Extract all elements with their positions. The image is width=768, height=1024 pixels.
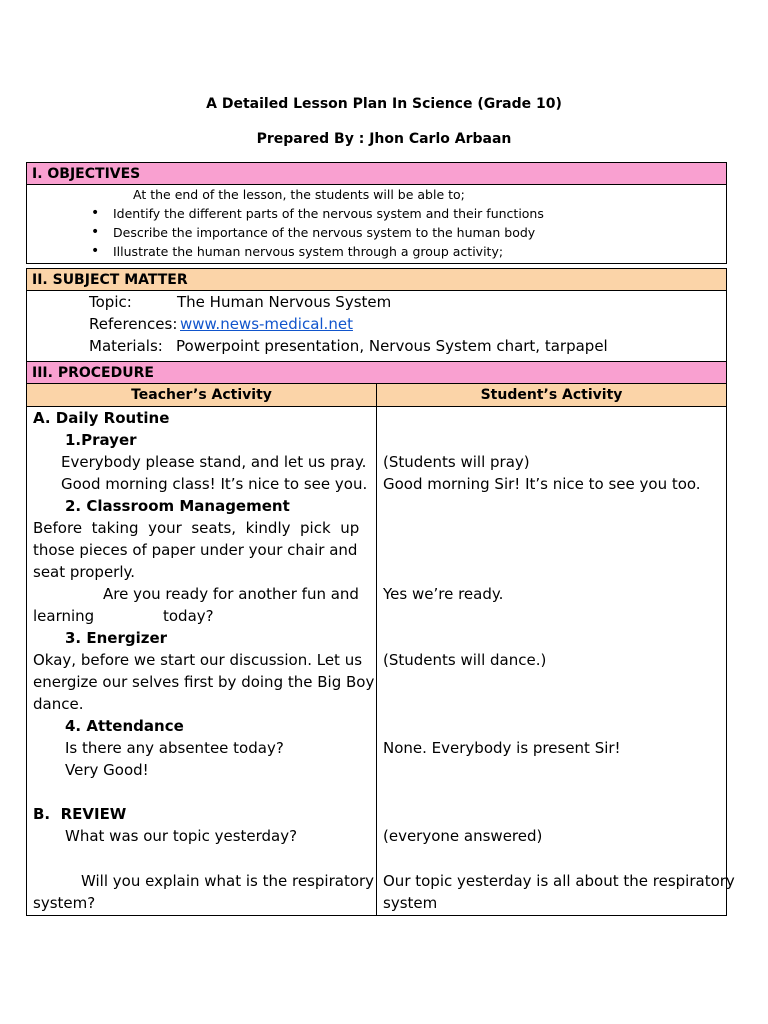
student-explain-line-2: system (383, 894, 438, 912)
energizer-heading: 3. Energizer (65, 629, 168, 647)
teacher-activity-header: Teacher’s Activity (27, 384, 377, 406)
classroom-management-heading: 2. Classroom Management (65, 497, 290, 515)
objectives-intro: At the end of the lesson, the students will be able to; (133, 187, 465, 202)
references-row (27, 313, 726, 335)
list-item: • Illustrate the human nervous system through a group activity; (113, 242, 726, 261)
teacher-energizer-line-1: Okay, before we start our discussion. Let us (33, 651, 363, 669)
student-energizer: (Students will dance.) (383, 651, 547, 669)
student-ready: Yes we’re ready. (383, 585, 504, 603)
teacher-greeting: Good morning class! It’s nice to see you. (61, 475, 368, 493)
teacher-energizer-line-2: energize our selves first by doing the Big Boy (33, 673, 375, 691)
student-greeting: Good morning Sir! It’s nice to see you too. (383, 475, 701, 493)
objectives-heading: I. OBJECTIVES (27, 163, 726, 185)
procedure-heading: III. PROCEDURE (27, 362, 726, 384)
attendance-heading: 4. Attendance (65, 717, 184, 735)
daily-routine-heading: A. Daily Routine (33, 409, 170, 427)
teacher-very-good: Very Good! (65, 761, 149, 779)
teacher-seats-line-2: those pieces of paper under your chair and (33, 541, 358, 559)
student-explain-line-1: Our topic yesterday is all about the respiratory (383, 872, 735, 890)
subject-matter-section (26, 268, 727, 361)
prepared-by: Prepared By : Jhon Carlo Arbaan (256, 131, 512, 147)
teacher-prayer: Everybody please stand, and let us pray. (61, 453, 367, 471)
student-activity-header: Student’s Activity (480, 387, 623, 403)
references-link[interactable]: www.news-medical.net (180, 315, 353, 333)
teacher-ready-line-1: Are you ready for another fun and (103, 585, 359, 603)
review-heading: B. REVIEW (33, 805, 127, 823)
student-topic-answer: (everyone answered) (383, 827, 543, 845)
list-item: • Identify the different parts of the nervous system and their functions (113, 204, 726, 223)
list-item: • Describe the importance of the nervous system to the human body (113, 223, 726, 242)
topic-row (27, 291, 726, 313)
teacher-explain-line-1: Will you explain what is the respiratory (81, 872, 375, 890)
subject-heading: II. SUBJECT MATTER (27, 269, 726, 291)
teacher-seats-line-3: seat properly. (33, 563, 136, 581)
objectives-list (27, 204, 726, 261)
procedure-table-body (27, 407, 735, 915)
teacher-ready-line-2a: learning (33, 607, 95, 625)
teacher-seats-line-1: Before taking your seats, kindly pick up (33, 519, 360, 537)
references-label: References: (89, 315, 178, 333)
procedure-section (26, 361, 735, 916)
materials-value: Powerpoint presentation, Nervous System chart, tarpapel (176, 337, 608, 355)
teacher-topic-question: What was our topic yesterday? (65, 827, 298, 845)
activity-columns-header (27, 384, 726, 407)
topic-value: The Human Nervous System (177, 293, 392, 311)
teacher-ready-line-2b: today? (163, 607, 214, 625)
objectives-section (26, 162, 727, 264)
teacher-explain-line-2: system? (33, 894, 96, 912)
document-title: A Detailed Lesson Plan In Science (Grade 10) (206, 96, 562, 112)
teacher-energizer-line-3: dance. (33, 695, 84, 713)
materials-row (27, 335, 726, 357)
prayer-heading: 1.Prayer (65, 431, 137, 449)
student-absentee: None. Everybody is present Sir! (383, 739, 621, 757)
teacher-absentee: Is there any absentee today? (65, 739, 284, 757)
materials-label: Materials: (89, 337, 163, 355)
student-prayer: (Students will pray) (383, 453, 530, 471)
topic-label: Topic: (89, 293, 132, 311)
